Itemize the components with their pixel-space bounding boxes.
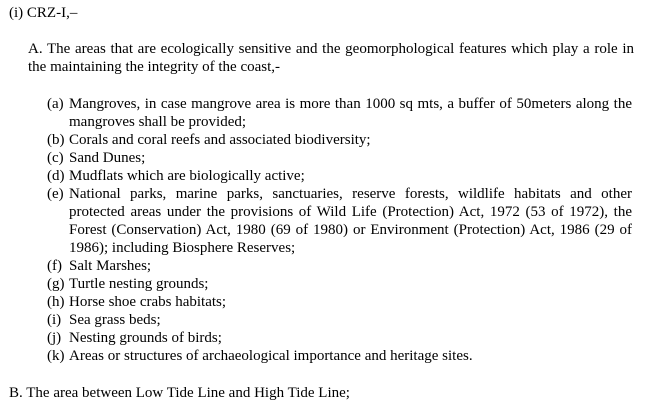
list-item-g — [47, 275, 632, 293]
list-marker: (e) — [47, 186, 64, 202]
list-marker: (d) — [47, 168, 65, 184]
list-marker: (f) — [47, 258, 62, 274]
list-item-k — [47, 347, 632, 365]
list-item-text: Mudflats which are biologically active; — [69, 168, 305, 184]
list-item-h — [47, 293, 632, 311]
list-item-b — [47, 131, 632, 149]
list-item-text: National parks, marine parks, sanctuaries, reserve forests, wildlife habitats and other protected areas under the provisions of Wild Life (Protection) Act, 1972 (53 of 1972), the Forest (Conservation) Act, 1980 (69 of 1980) or Environment (Protection) Act, 1986 (29 of 1986); including Biosphere Reserves; — [69, 186, 632, 256]
section-a-text: The areas that are ecologically sensitive and the geomorphological features which play a role in the maintaining the integrity of the coast,- — [28, 41, 634, 75]
heading-crz-i: (i) CRZ-I,– — [9, 5, 78, 21]
list-item-text: Mangroves, in case mangrove area is more than 1000 sq mts, a buffer of 50meters along the mangroves shall be provided; — [69, 96, 632, 130]
list-item-text: Areas or structures of archaeological importance and heritage sites. — [69, 348, 473, 364]
list-marker: (h) — [47, 294, 65, 310]
list-item-f — [47, 257, 632, 275]
section-a-paragraph — [28, 40, 634, 76]
list-marker: (j) — [47, 330, 62, 346]
list-item-text: Corals and coral reefs and associated biodiversity; — [69, 132, 371, 148]
list-item-e — [47, 185, 632, 257]
list-item-text: Horse shoe crabs habitats; — [69, 294, 227, 310]
section-b-label: B. — [9, 385, 23, 401]
list-item-text: Nesting grounds of birds; — [69, 330, 222, 346]
section-b-paragraph — [9, 384, 350, 402]
list-item-text: Sand Dunes; — [69, 150, 146, 166]
list-item-j — [47, 329, 632, 347]
list-marker: (k) — [47, 348, 65, 364]
list-item-i — [47, 311, 632, 329]
list-item-text: Sea grass beds; — [69, 312, 161, 328]
section-b-text: The area between Low Tide Line and High Tide Line; — [26, 385, 350, 401]
list-marker: (c) — [47, 150, 64, 166]
section-a-label: A. — [28, 41, 43, 57]
list-item-text: Turtle nesting grounds; — [69, 276, 209, 292]
list-item-d — [47, 167, 632, 185]
list-item-text: Salt Marshes; — [69, 258, 152, 274]
list-marker: (b) — [47, 132, 65, 148]
list-marker: (i) — [47, 312, 62, 328]
list-item-c — [47, 149, 632, 167]
list-item-a — [47, 95, 632, 131]
list-marker: (a) — [47, 96, 64, 112]
list-marker: (g) — [47, 276, 65, 292]
